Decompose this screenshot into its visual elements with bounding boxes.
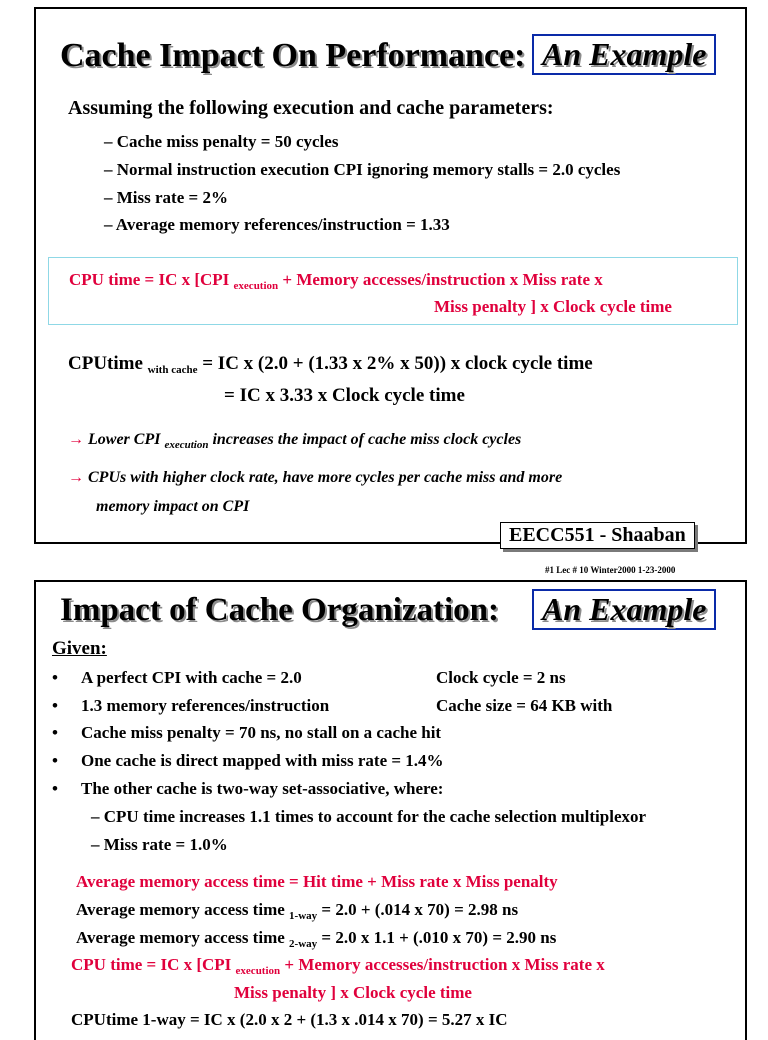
cpu-time-formula-line1: CPU time = IC x [CPI $_{execution}$ + Memory accesses/instruction x Miss rate x: [71, 955, 605, 977]
formula-box: [48, 257, 738, 325]
slide-footer: #1 Lec # 10 Winter2000 1-23-2000: [545, 565, 676, 575]
arrow-icon: →: [68, 469, 84, 486]
sub-item: – Miss rate = 1.0%: [91, 835, 228, 854]
cpu-time-formula-line2: Miss penalty ] x Clock cycle time: [434, 297, 672, 316]
note-clock-rate: → CPUs with higher clock rate, have more cycles per cache miss and more: [68, 469, 563, 486]
intro-text: Assuming the following execution and cache parameters:: [68, 97, 554, 119]
sub-item: – CPU time increases 1.1 times to account for the cache selection multiplexor: [91, 807, 647, 826]
param-item: – Average memory references/instruction = 1.33: [104, 215, 450, 234]
slide-title: Impact of Cache Organization:: [60, 592, 500, 628]
cpu-time-calc-line2: = IC x 3.33 x Clock cycle time: [224, 385, 465, 406]
title-example-box: An Example: [532, 34, 716, 75]
bullet-icon: •: [52, 723, 58, 742]
cpu-time-calc-line1: CPUtime $_{with cache}$ = IC x (2.0 + (1.33 x 2% x 50)) x clock cycle time: [68, 353, 593, 376]
bullet-icon: •: [52, 696, 58, 715]
title-example-box: An Example: [532, 589, 716, 630]
bullet-icon: •: [52, 779, 58, 798]
slide-1: [34, 7, 747, 544]
given-item: 1.3 memory references/instruction: [81, 696, 330, 715]
given-item-right: Clock cycle = 2 ns: [436, 668, 566, 687]
note-lower-cpi: → Lower CPI $_{execution}$ increases the impact of cache miss clock cycles: [68, 431, 522, 451]
param-item: – Cache miss penalty = 50 cycles: [104, 132, 339, 151]
bullet-icon: •: [52, 751, 58, 770]
param-item: – Normal instruction execution CPI ignoring memory stalls = 2.0 cycles: [104, 160, 621, 179]
course-badge: EECC551 - Shaaban: [500, 522, 695, 549]
given-item: A perfect CPI with cache = 2.0: [81, 668, 302, 687]
amat-2-way: Average memory access time $_{2-way}$ = 2.0 x 1.1 + (.010 x 70) = 2.90 ns: [76, 928, 557, 950]
given-item: One cache is direct mapped with miss rate = 1.4%: [81, 751, 444, 770]
cpu-time-calc: CPUtime 1-way = IC x (2.0 x 2 + (1.3 x .014 x 70) = 5.27 x IC: [71, 1010, 508, 1029]
arrow-icon: →: [68, 431, 84, 448]
param-item: – Miss rate = 2%: [104, 188, 228, 207]
slide-title: Cache Impact On Performance:: [60, 37, 526, 74]
bullet-icon: •: [52, 668, 58, 687]
given-item: The other cache is two-way set-associative, where:: [81, 779, 444, 798]
given-heading: Given:: [52, 638, 107, 659]
note-clock-rate-cont: memory impact on CPI: [96, 498, 250, 515]
cpu-time-formula-line1: CPU time = IC x [CPI $_{execution}$ + Memory accesses/instruction x Miss rate x: [69, 270, 603, 292]
amat-1-way: Average memory access time $_{1-way}$ = 2.0 + (.014 x 70) = 2.98 ns: [76, 900, 519, 922]
slide-2: [34, 580, 747, 1040]
given-item: Cache miss penalty = 70 ns, no stall on a cache hit: [81, 723, 442, 742]
cpu-time-formula-line2: Miss penalty ] x Clock cycle time: [234, 983, 472, 1002]
amat-formula: Average memory access time = Hit time + Miss rate x Miss penalty: [76, 872, 558, 891]
given-item-right: Cache size = 64 KB with: [436, 696, 613, 715]
